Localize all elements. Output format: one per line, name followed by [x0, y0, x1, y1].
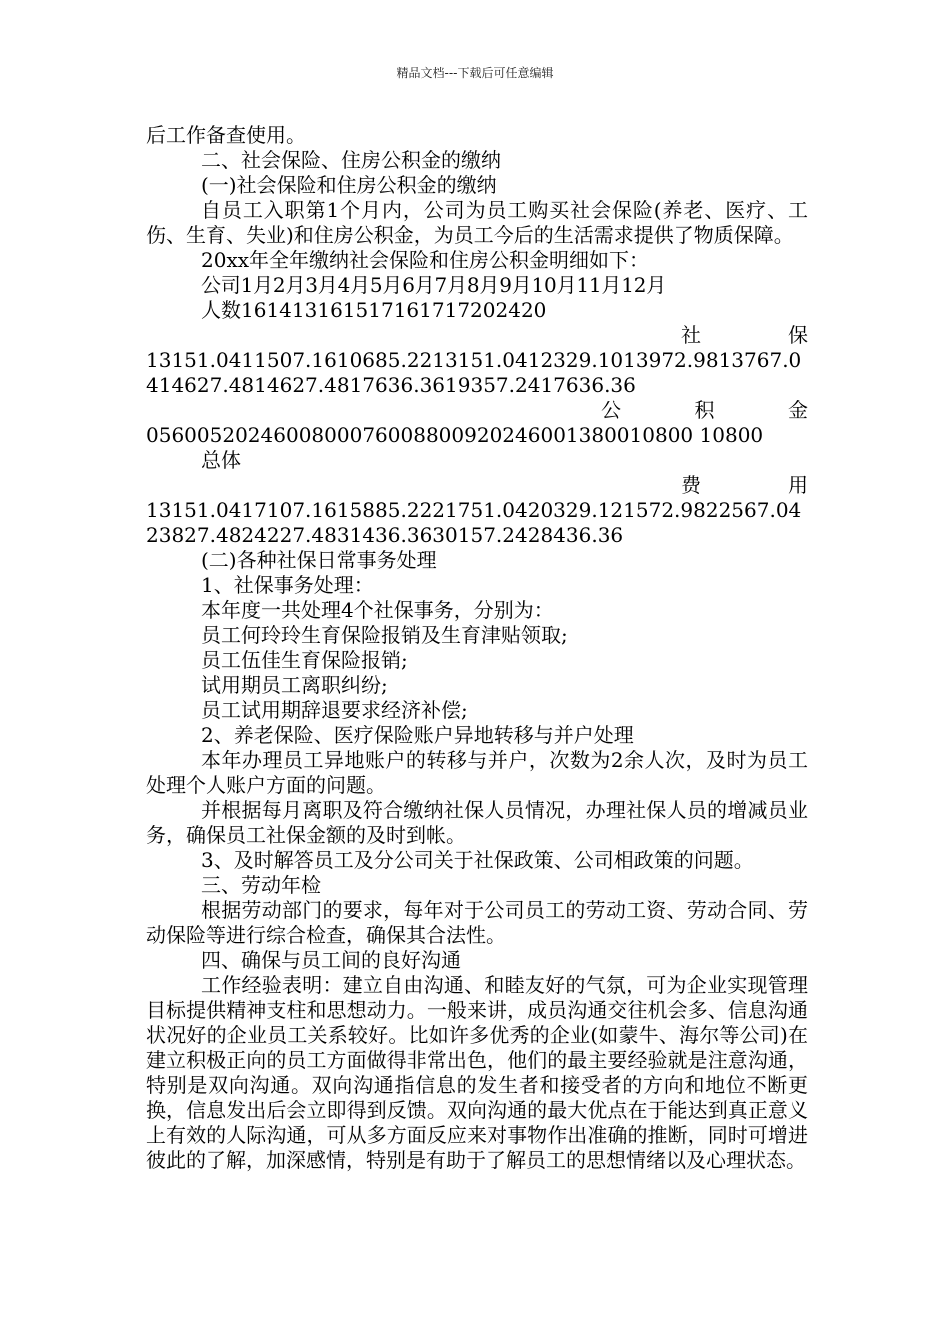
paragraph: 并根据每月离职及符合缴纳社保人员情况，办理社保人员的增减员业务，确保员工社保金额的及时到帐。	[146, 798, 808, 847]
paragraph: 20xx年全年缴纳社会保险和住房公积金明细如下：	[201, 248, 650, 272]
subsection-heading: (二)各种社保日常事务处理	[201, 548, 437, 572]
list-item: 员工试用期辞退要求经济补偿;	[201, 698, 468, 722]
total-label: 总体	[201, 448, 241, 472]
paragraph: 后工作备查使用。	[146, 123, 306, 147]
section-heading: 四、确保与员工间的良好沟通	[201, 948, 461, 972]
section-heading: 三、劳动年检	[201, 873, 321, 897]
paragraph: 自员工入职第1个月内，公司为员工购买社会保险(养老、医疗、工伤、生育、失业)和住房公积金，为员工今后的生活需求提供了物质保障。	[146, 198, 808, 247]
headcount-row: 人数161413161517161717202420	[201, 298, 547, 322]
page-header: 精品文档---下载后可任意编辑	[396, 66, 554, 80]
list-item: 试用期员工离职纠纷;	[201, 673, 388, 697]
gongjijin-values: 0560052024600800076008800920246001380010800 10800	[146, 423, 764, 447]
paragraph: 本年办理员工异地账户的转移与并户，次数为2余人次，及时为员工处理个人账户方面的问题。	[146, 748, 808, 797]
month-row: 公司1月2月3月4月5月6月7月8月9月10月11月12月	[201, 273, 667, 297]
subsection-heading: (一)社会保险和住房公积金的缴纳	[201, 173, 497, 197]
paragraph: 2、养老保险、医疗保险账户异地转移与并户处理	[201, 723, 634, 747]
shebao-label: 社 保	[681, 323, 808, 347]
section-heading: 二、社会保险、住房公积金的缴纳	[201, 148, 501, 172]
paragraph: 1、社保事务处理：	[201, 573, 374, 597]
feiyong-values: 13151.0417107.1615885.2221751.0420329.121572.9822567.0423827.4824227.4831436.3630157.2428436.36	[146, 498, 802, 547]
paragraph: 3、及时解答员工及分公司关于社保政策、公司相政策的问题。	[201, 848, 754, 872]
feiyong-label: 费 用	[681, 473, 808, 497]
gongjijin-label: 公 积 金	[601, 398, 808, 422]
paragraph: 根据劳动部门的要求，每年对于公司员工的劳动工资、劳动合同、劳动保险等进行综合检查，确保其合法性。	[146, 898, 808, 947]
paragraph: 本年度一共处理4个社保事务，分别为：	[201, 598, 554, 622]
list-item: 员工何玲玲生育保险报销及生育津贴领取;	[201, 623, 568, 647]
list-item: 员工伍佳生育保险报销;	[201, 648, 408, 672]
shebao-values: 13151.0411507.1610685.2213151.0412329.1013972.9813767.0414627.4814627.4817636.3619357.2417636.36	[146, 348, 802, 397]
paragraph: 工作经验表明：建立自由沟通、和睦友好的气氛，可为企业实现管理目标提供精神支柱和思想动力。一般来讲，成员沟通交往机会多、信息沟通状况好的企业员工关系较好。比如许多优秀的企业(如蒙牛、海尔等公司)在建立积极正向的员工方面做得非常出色，他们的最主要经验就是注意沟通，特别是双向沟通。双向沟通指信息的发生者和接受者的方向和地位不断更换，信息发出后会立即得到反馈。双向沟通的最大优点在于能达到真正意义上有效的人际沟通，可从多方面反应来对事物作出准确的推断，同时可增进彼此的了解，加深感情，特别是有助于了解员工的思想情绪以及心理状态。	[146, 973, 808, 1172]
document-body	[146, 123, 808, 1173]
